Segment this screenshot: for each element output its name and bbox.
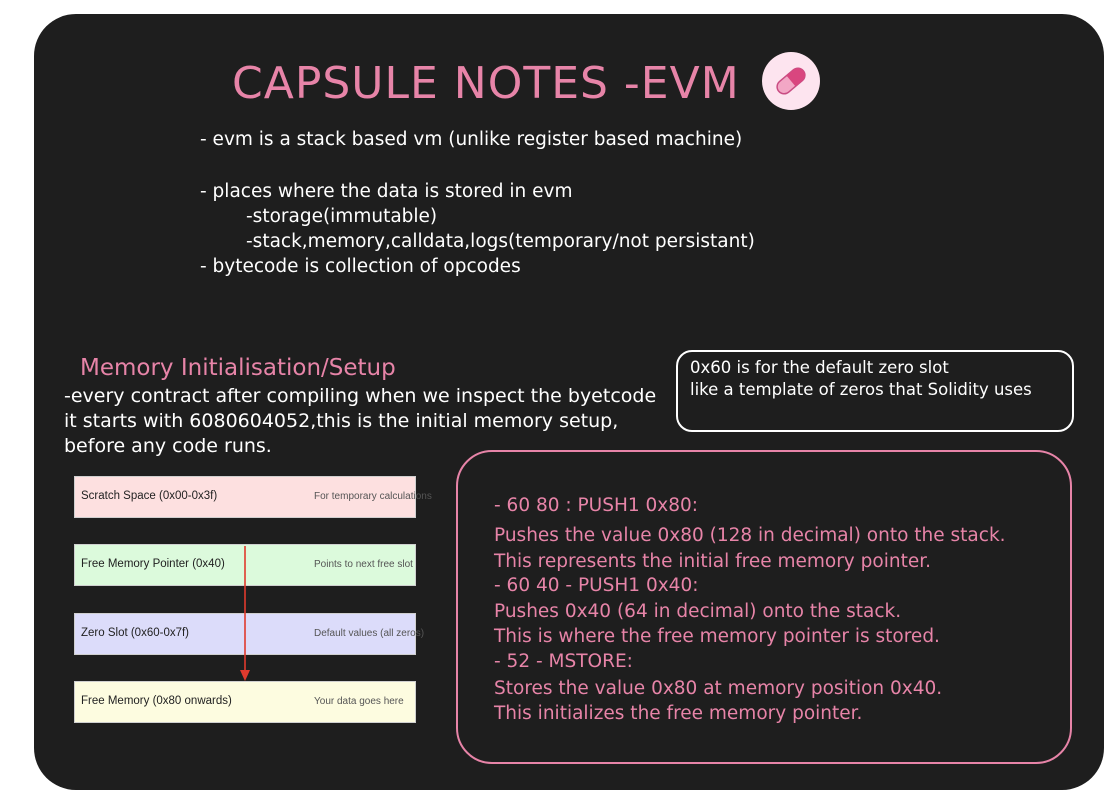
opcode-line: Pushes the value 0x80 (128 in decimal) onto the stack. <box>494 525 1006 546</box>
memory-block-description: Points to next free slot <box>314 559 413 570</box>
section-heading: Memory Initialisation/Setup <box>80 355 396 381</box>
opcode-line: - 60 40 - PUSH1 0x40: <box>494 575 699 596</box>
memory-block-label: Scratch Space (0x00-0x3f) <box>81 490 218 502</box>
memory-block-description: Your data goes here <box>314 696 404 707</box>
zero-slot-note <box>676 350 1074 432</box>
opcode-line: - 60 80 : PUSH1 0x80: <box>494 495 699 516</box>
opcode-line: This represents the initial free memory pointer. <box>494 551 931 572</box>
intro-line: before any code runs. <box>64 435 272 457</box>
memory-block-label: Free Memory Pointer (0x40) <box>81 558 225 570</box>
opcode-explanation-box <box>456 450 1072 764</box>
opcode-line: This initializes the free memory pointer. <box>494 703 863 724</box>
opcode-line: - 52 - MSTORE: <box>494 651 633 672</box>
memory-block-label: Free Memory (0x80 onwards) <box>81 695 232 707</box>
zero-slot-note-line: 0x60 is for the default zero slot <box>690 358 949 377</box>
memory-block-description: Default values (all zeros) <box>314 628 425 639</box>
note-line: -storage(immutable) <box>246 206 438 227</box>
note-line: - places where the data is stored in evm <box>200 181 573 202</box>
note-line: - evm is a stack based vm (unlike register based machine) <box>200 129 743 150</box>
note-line: -stack,memory,calldata,logs(temporary/not persistant) <box>246 231 755 252</box>
memory-block-description: For temporary calculations <box>314 491 432 502</box>
memory-block-free-memory <box>74 681 416 723</box>
opcode-line: Pushes 0x40 (64 in decimal) onto the stack. <box>494 601 902 622</box>
opcode-line: This is where the free memory pointer is stored. <box>494 626 940 647</box>
pointer-arrow <box>238 546 252 682</box>
intro-line: it starts with 6080604052,this is the initial memory setup, <box>64 410 619 432</box>
note-line: - bytecode is collection of opcodes <box>200 256 521 277</box>
intro-line: -every contract after compiling when we inspect the byetcode <box>64 385 657 407</box>
page-title: CAPSULE NOTES -EVM <box>232 58 740 109</box>
pill-icon <box>762 52 820 110</box>
zero-slot-note-line: like a template of zeros that Solidity uses <box>690 380 1032 399</box>
memory-block-scratch-space <box>74 476 432 518</box>
opcode-line: Stores the value 0x80 at memory position 0x40. <box>494 678 943 699</box>
memory-block-label: Zero Slot (0x60-0x7f) <box>81 627 190 639</box>
